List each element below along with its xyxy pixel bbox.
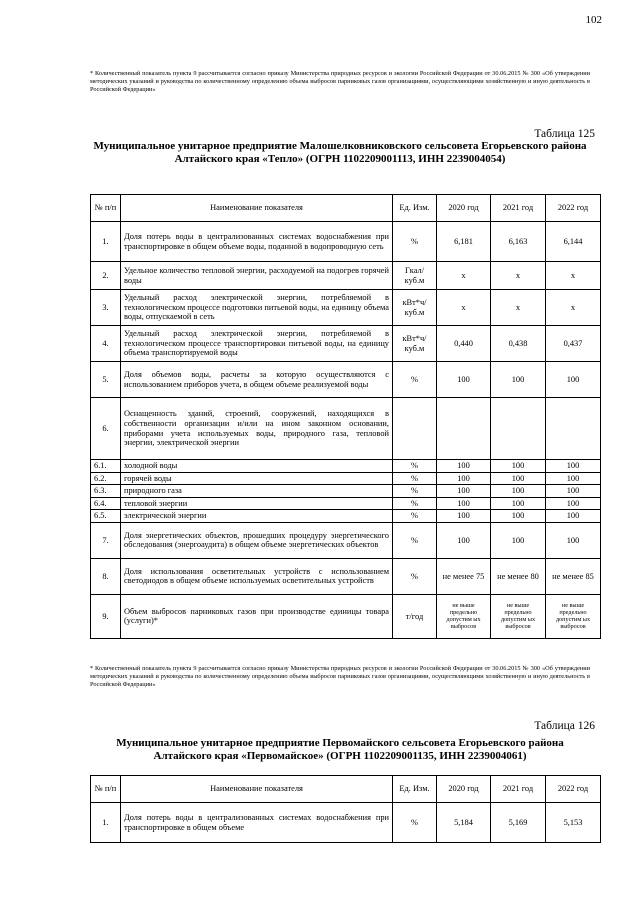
- row-value-2022: 100: [546, 485, 601, 498]
- table-125: [90, 194, 601, 639]
- row-number: 6.: [91, 398, 121, 460]
- row-value-2022: не выше предельно допустим ых выбросов: [546, 594, 601, 638]
- row-value-2020: 100: [437, 460, 491, 473]
- header-num: № п/п: [91, 776, 121, 803]
- row-value-2020: [437, 398, 491, 460]
- row-unit: %: [393, 460, 437, 473]
- row-name: холодной воды: [121, 460, 393, 473]
- row-value-2022: 100: [546, 472, 601, 485]
- table-126-caption: Таблица 126: [534, 720, 595, 732]
- row-name: тепловой энергии: [121, 497, 393, 510]
- table-row: [91, 472, 601, 485]
- row-value-2022: 100: [546, 362, 601, 398]
- row-value-2021: 5,169: [491, 803, 546, 843]
- row-value-2022: х: [546, 290, 601, 326]
- row-name: Удельный расход электрической энергии, потребляемой в технологическом процессе подготовки питьевой воды, на единицу объема воды, отпускаемой в сеть: [121, 290, 393, 326]
- table-header-row: [91, 776, 601, 803]
- row-unit: Гкал/ куб.м: [393, 262, 437, 290]
- row-value-2021: 100: [491, 485, 546, 498]
- row-name: Доля использования осветительных устройств с использованием светодиодов в общем объеме используемых осветительных устройств: [121, 558, 393, 594]
- row-value-2022: 100: [546, 497, 601, 510]
- row-value-2022: 100: [546, 522, 601, 558]
- row-value-2021: 0,438: [491, 326, 546, 362]
- row-value-2022: 6,144: [546, 222, 601, 262]
- table-126: [90, 775, 601, 843]
- row-value-2020: 5,184: [437, 803, 491, 843]
- row-value-2022: не менее 85: [546, 558, 601, 594]
- row-value-2020: 100: [437, 497, 491, 510]
- row-name: Доля объемов воды, расчеты за которую осуществляются с использованием приборов учета, в общем объеме реализуемой воды: [121, 362, 393, 398]
- row-number: 5.: [91, 362, 121, 398]
- table-row: [91, 290, 601, 326]
- header-unit: Ед. Изм.: [393, 776, 437, 803]
- header-name: Наименование показателя: [121, 776, 393, 803]
- row-value-2021: 100: [491, 522, 546, 558]
- row-value-2020: не менее 75: [437, 558, 491, 594]
- table-row: [91, 362, 601, 398]
- row-value-2020: 100: [437, 510, 491, 523]
- row-name: горячей воды: [121, 472, 393, 485]
- row-value-2020: х: [437, 290, 491, 326]
- footnote-bottom: * Количественный показатель пункта 9 рассчитывается согласно приказу Министерства природных ресурсов и экологии Российской Федерации от 30.06.2015 № 300 «Об утверждении методических указаний и руководства по количественному определению объема выбросов парниковых газов организациями, осуществляющими хозяйственную и иную деятельность в Российской Федерации»: [90, 665, 590, 688]
- row-unit: кВт*ч/ куб.м: [393, 290, 437, 326]
- row-value-2022: 100: [546, 460, 601, 473]
- row-unit: кВт*ч/ куб.м: [393, 326, 437, 362]
- row-name: Оснащенность зданий, строений, сооружений, находящихся в собственности организации и/или на ином законном основании, приборами учета используемых воды, природного газа, тепловой энергии, электрической энергии: [121, 398, 393, 460]
- row-number: 7.: [91, 522, 121, 558]
- row-value-2020: 100: [437, 472, 491, 485]
- row-value-2021: не выше предельно допустим ых выбросов: [491, 594, 546, 638]
- row-value-2021: 100: [491, 362, 546, 398]
- row-number: 6.5.: [91, 510, 121, 523]
- table-row: [91, 497, 601, 510]
- row-value-2020: не выше предельно допустим ых выбросов: [437, 594, 491, 638]
- table-row: [91, 460, 601, 473]
- row-value-2022: 5,153: [546, 803, 601, 843]
- row-number: 6.2.: [91, 472, 121, 485]
- row-number: 9.: [91, 594, 121, 638]
- table-125-caption: Таблица 125: [534, 128, 595, 140]
- row-value-2020: 100: [437, 522, 491, 558]
- row-value-2021: не менее 80: [491, 558, 546, 594]
- header-2022: 2022 год: [546, 195, 601, 222]
- row-value-2021: х: [491, 290, 546, 326]
- table-row: [91, 522, 601, 558]
- table-row: [91, 326, 601, 362]
- table-row: [91, 262, 601, 290]
- table-row: [91, 398, 601, 460]
- row-unit: %: [393, 485, 437, 498]
- row-name: электрической энергии: [121, 510, 393, 523]
- row-value-2022: х: [546, 262, 601, 290]
- header-2020: 2020 год: [437, 776, 491, 803]
- row-name: Доля энергетических объектов, прошедших процедуру энергетического обследования (энергоаудита) в общем объеме энергетических объектов: [121, 522, 393, 558]
- table-row: [91, 594, 601, 638]
- row-value-2021: 100: [491, 497, 546, 510]
- row-unit: %: [393, 362, 437, 398]
- row-number: 3.: [91, 290, 121, 326]
- row-name: природного газа: [121, 485, 393, 498]
- table-row: [91, 510, 601, 523]
- header-2022: 2022 год: [546, 776, 601, 803]
- row-name: Объем выбросов парниковых газов при производстве единицы товара (услуги)*: [121, 594, 393, 638]
- row-value-2022: 0,437: [546, 326, 601, 362]
- row-number: 8.: [91, 558, 121, 594]
- row-value-2020: 0,440: [437, 326, 491, 362]
- row-number: 6.1.: [91, 460, 121, 473]
- row-unit: %: [393, 510, 437, 523]
- row-number: 6.4.: [91, 497, 121, 510]
- row-value-2021: 100: [491, 472, 546, 485]
- table-126-title: Муниципальное унитарное предприятие Первомайского сельсовета Егорьевского района Алтайского края «Первомайское» (ОГРН 1102209001135, ИНН 2239004061): [116, 737, 564, 762]
- row-value-2021: 6,163: [491, 222, 546, 262]
- row-name: Удельный расход электрической энергии, потребляемой в технологическом процессе транспортировки питьевой воды, на единицу объема транспортируемой воды: [121, 326, 393, 362]
- footnote-top: * Количественный показатель пункта 9 рассчитывается согласно приказу Министерства природных ресурсов и экологии Российской Федерации от 30.06.2015 № 300 «Об утверждении методических указаний и руководства по количественному определению объема выбросов парниковых газов организациями, осуществляющими хозяйственную и иную деятельность в Российской Федерации»: [90, 70, 590, 93]
- header-name: Наименование показателя: [121, 195, 393, 222]
- row-unit: т/год: [393, 594, 437, 638]
- row-unit: %: [393, 497, 437, 510]
- table-125-title: Муниципальное унитарное предприятие Малошелковниковского сельсовета Егорьевского района Алтайского края «Тепло» (ОГРН 1102209001113, ИНН 2239004054): [93, 140, 587, 165]
- row-value-2022: [546, 398, 601, 460]
- table-row: [91, 222, 601, 262]
- row-value-2022: 100: [546, 510, 601, 523]
- table-125-body: [91, 195, 601, 639]
- table-row: [91, 558, 601, 594]
- row-unit: %: [393, 222, 437, 262]
- header-2020: 2020 год: [437, 195, 491, 222]
- row-unit: [393, 398, 437, 460]
- header-unit: Ед. Изм.: [393, 195, 437, 222]
- table-126-body: [91, 776, 601, 843]
- row-unit: %: [393, 803, 437, 843]
- row-value-2020: 6,181: [437, 222, 491, 262]
- row-number: 1.: [91, 803, 121, 843]
- row-value-2021: 100: [491, 460, 546, 473]
- header-2021: 2021 год: [491, 195, 546, 222]
- row-unit: %: [393, 558, 437, 594]
- row-number: 2.: [91, 262, 121, 290]
- row-name: Удельное количество тепловой энергии, расходуемой на подогрев горячей воды: [121, 262, 393, 290]
- row-number: 6.3.: [91, 485, 121, 498]
- table-row: [91, 485, 601, 498]
- row-value-2020: 100: [437, 485, 491, 498]
- table-row: [91, 803, 601, 843]
- header-2021: 2021 год: [491, 776, 546, 803]
- row-value-2021: 100: [491, 510, 546, 523]
- row-name: Доля потерь воды в централизованных системах водоснабжения при транспортировке в общем объеме: [121, 803, 393, 843]
- row-value-2021: х: [491, 262, 546, 290]
- row-number: 4.: [91, 326, 121, 362]
- table-header-row: [91, 195, 601, 222]
- row-unit: %: [393, 522, 437, 558]
- page-number: 102: [585, 14, 602, 26]
- row-name: Доля потерь воды в централизованных системах водоснабжения при транспортировке в общем объеме воды, поданной в водопроводную сеть: [121, 222, 393, 262]
- row-number: 1.: [91, 222, 121, 262]
- row-unit: %: [393, 472, 437, 485]
- row-value-2020: 100: [437, 362, 491, 398]
- row-value-2021: [491, 398, 546, 460]
- row-value-2020: х: [437, 262, 491, 290]
- header-num: № п/п: [91, 195, 121, 222]
